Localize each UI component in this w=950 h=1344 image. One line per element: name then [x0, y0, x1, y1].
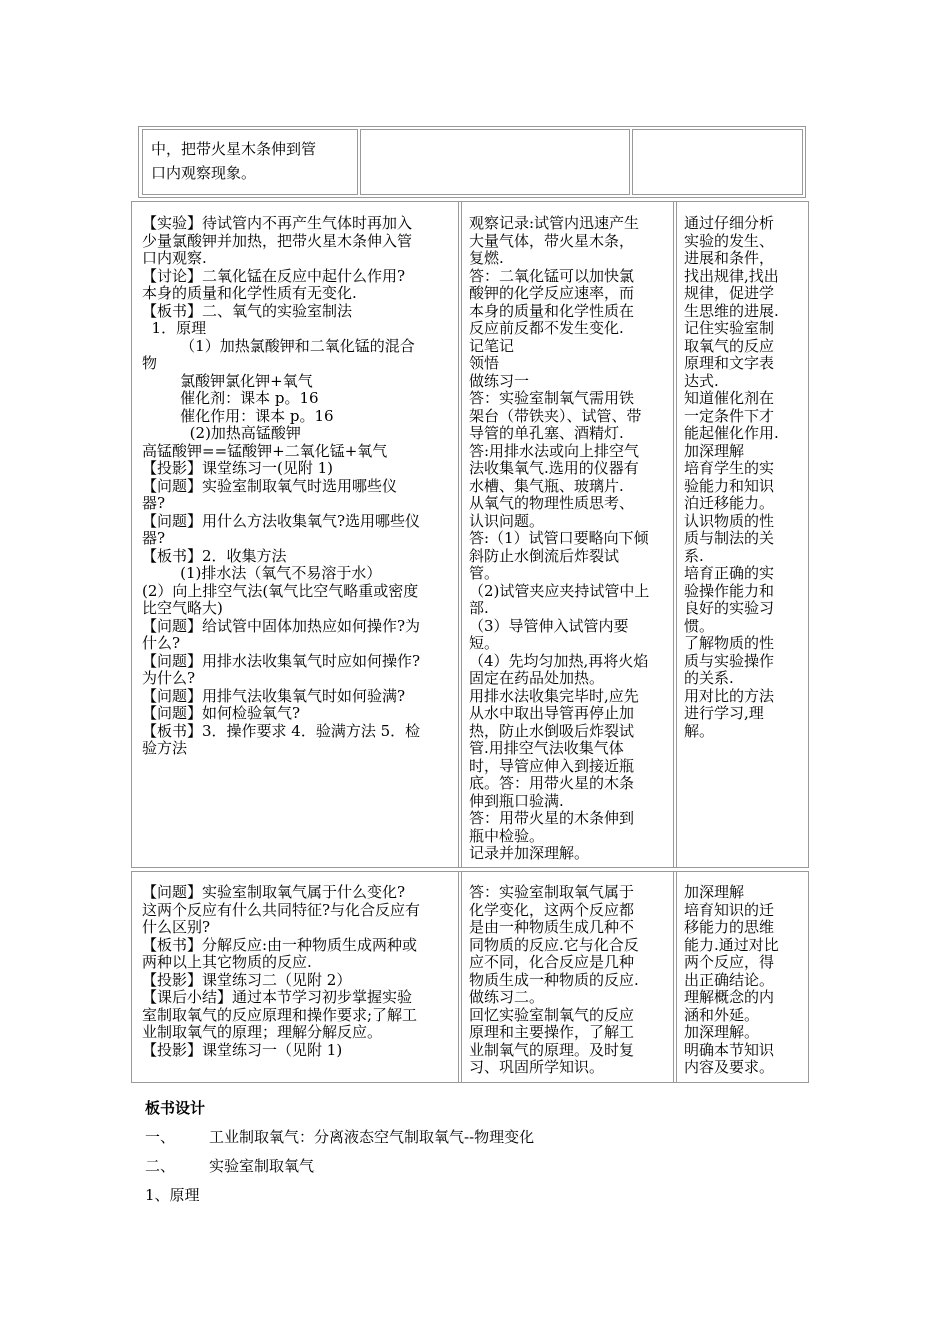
text-line: 管.用排空气法收集气体 [469, 739, 624, 757]
text-line: 良好的实验习 [684, 599, 775, 617]
text-line: 业制氧气的原理。及时复 [469, 1040, 635, 1059]
text-line: 两个反应，得 [684, 953, 775, 971]
text-line: 通过仔细分析 [684, 214, 775, 232]
text-line: 解。 [684, 721, 715, 740]
text-line: 一定条件下才 [684, 406, 775, 425]
text-line: 本身的质量和化学性质有无变化. [142, 284, 357, 302]
text-line: 法收集氧气.选用的仪器有 [469, 459, 639, 477]
text-line: 同物质的反应.它与化合反 [469, 935, 639, 954]
student-activity-column [469, 215, 649, 863]
text-line: 答：用带火星的木条伸到 [469, 809, 635, 827]
text-line: 实验的发生、 [684, 231, 775, 250]
text-line: 培育学生的实 [684, 459, 775, 477]
text-line: 惯。 [684, 616, 715, 635]
text-line: 【投影】课堂练习二（见附 2） [142, 970, 352, 989]
outline-number: 二、 [145, 1157, 176, 1175]
text-line: 少量氯酸钾并加热，把带火星木条伸入管 [142, 231, 413, 250]
text-line: 回忆实验室制氧气的反应 [469, 1005, 635, 1024]
text-line: 找出规律,找出 [684, 266, 779, 285]
text-line: 原理和文字表 [684, 354, 775, 372]
text-line: 领悟 [469, 354, 500, 372]
text-line: 加深理解。 [684, 1023, 760, 1041]
text-line: 什么区别? [142, 918, 211, 936]
text-line: 观察记录:试管内迅速产生 [469, 214, 640, 232]
text-line: 移能力的思维 [684, 918, 775, 936]
text-line: 了解物质的性 [684, 634, 775, 652]
text-line: 应不同，化合反应是几种 [469, 953, 635, 971]
text-line: 达式. [684, 371, 719, 390]
text-line: 化学变化，这两个反应都 [469, 900, 635, 919]
text-line: 出正确结论。 [684, 970, 775, 989]
text-line: 习、巩固所学知识。 [469, 1058, 605, 1076]
text-line: 酸钾的化学反应速率，而 [469, 284, 635, 302]
column-divider [673, 871, 674, 1083]
text-line: 水槽、集气瓶、玻璃片. [469, 476, 624, 495]
text-line: 明确本节知识 [684, 1040, 775, 1059]
text-line: 【问题】用排水法收集氧气时应如何操作? [142, 651, 421, 670]
text-line: 短。 [469, 634, 500, 652]
text-line: 【问题】如何检验氧气? [142, 704, 301, 722]
text-line: 取氧气的反应 [684, 336, 775, 355]
text-line: 进展和条件， [684, 249, 775, 267]
text-line: 瓶中检验。 [469, 826, 545, 845]
text-line: 用排水法收集完毕时,应先 [469, 686, 639, 705]
text-line: 口内观察. [142, 249, 207, 267]
design-intent-column [684, 884, 779, 1077]
text-line: 答:用排水法或向上排空气 [469, 441, 640, 460]
text-line: 系. [684, 546, 704, 565]
text-line: 的关系. [684, 669, 734, 687]
text-line: 答：实验室制氧气需用铁 [469, 389, 635, 407]
text-line: 底。答：用带火星的木条 [469, 774, 635, 792]
text-line: 【板书】2．收集方法 [142, 546, 287, 565]
text-line: 两种以上其它物质的反应. [142, 953, 312, 971]
text-line: 认识问题。 [469, 511, 545, 530]
text-line: 室制取氧气的反应原理和操作要求;了解工 [142, 1005, 418, 1024]
top-table-cell-2 [360, 129, 630, 195]
text-line: 规律，促进学 [684, 284, 775, 302]
text-line: 复燃. [469, 249, 504, 267]
column-divider [676, 201, 677, 868]
text-line: 物质生成一种物质的反应. [469, 970, 639, 989]
text-line: 热，防止水倒吸后炸裂试 [469, 721, 635, 740]
text-line: (2)加热高锰酸钾 [142, 424, 301, 442]
column-divider [461, 201, 462, 868]
text-line: 能力.通过对比 [684, 935, 779, 954]
text-line: 做练习一 [469, 371, 530, 390]
column-divider [676, 871, 677, 1083]
text-line: 催化剂：课本 p。16 [142, 389, 319, 407]
text-line: 从水中取出导管再停止加 [469, 704, 635, 722]
outline-text: 工业制取氧气：分离液态空气制取氧气--物理变化 [209, 1128, 535, 1146]
text-line: 【课后小结】通过本节学习初步掌握实验 [142, 988, 413, 1006]
text-line: 记录并加深理解。 [469, 844, 590, 862]
text-line: 口内观察现象。 [151, 164, 257, 182]
text-line: 是由一种物质生成几种不 [469, 918, 635, 936]
text-line: 什么? [142, 634, 181, 652]
text-line: 涵和外延。 [684, 1005, 760, 1024]
student-activity-column [469, 884, 639, 1077]
text-line: 导管的单孔塞、酒精灯. [469, 424, 624, 442]
text-line: 为什么? [142, 669, 196, 687]
text-line: 生思维的进展. [684, 301, 779, 320]
text-line: 培育正确的实 [684, 564, 775, 582]
column-divider [458, 201, 459, 868]
text-line: 做练习二。 [469, 988, 545, 1006]
text-line: 答：二氧化锰可以加快氯 [469, 266, 635, 285]
text-line: 大量气体，带火星木条， [469, 231, 635, 250]
text-line: （4）先均匀加热,再将火焰 [469, 651, 649, 670]
column-divider [461, 871, 462, 1083]
text-line: 【板书】3．操作要求 4．验满方法 5．检 [142, 721, 421, 740]
text-line: 【问题】实验室制取氧气时选用哪些仪 [142, 476, 398, 495]
text-line: 验操作能力和 [684, 581, 775, 600]
text-line: 【板书】二、氧气的实验室制法 [142, 301, 353, 320]
text-line: 【实验】待试管内不再产生气体时再加入 [142, 214, 413, 232]
text-line: 【问题】给试管中固体加热应如何操作?为 [142, 616, 421, 635]
text-line: 架台（带铁夹）、试管、带 [469, 406, 642, 425]
teacher-activity-column [142, 215, 420, 758]
text-line: 泊迁移能力。 [684, 494, 775, 512]
text-line: 比空气略大) [142, 599, 223, 617]
text-line: 【板书】分解反应:由一种物质生成两种或 [142, 935, 418, 954]
text-line: 物 [142, 354, 158, 372]
text-line: 【讨论】二氧化锰在反应中起什么作用? [142, 266, 406, 285]
text-line: （3）导管伸入试管内要 [469, 616, 629, 635]
text-line: 培育知识的迁 [684, 900, 775, 919]
text-line: 记笔记 [469, 336, 515, 355]
text-line: 验能力和知识 [684, 476, 775, 495]
top-table-col1 [151, 137, 316, 185]
text-line: 加深理解 [684, 441, 745, 460]
text-line: 中，把带火星木条伸到管 [151, 140, 317, 158]
text-line: (1)排水法（氧气不易溶于水） [142, 564, 382, 582]
teacher-activity-column [142, 884, 420, 1059]
column-divider [458, 871, 459, 1083]
text-line: 答:（1）试管口要略向下倾 [469, 529, 649, 547]
text-line: 答：实验室制取氧气属于 [469, 883, 635, 901]
text-line: 【投影】课堂练习一(见附 1) [142, 459, 334, 477]
text-line: 斜防止水倒流后炸裂试 [469, 546, 620, 565]
text-line: 催化作用：课本 p。16 [142, 406, 334, 425]
text-line: 管。 [469, 564, 500, 582]
text-line: 质与制法的关 [684, 529, 775, 547]
text-line: 原理和主要操作，了解工 [469, 1023, 635, 1041]
text-line: 加深理解 [684, 883, 745, 901]
design-intent-column [684, 215, 779, 740]
text-line: 1．原理 [142, 319, 207, 337]
text-line: 从氧气的物理性质思考、 [469, 494, 635, 512]
outline-item [145, 1125, 534, 1154]
outline-item [145, 1154, 534, 1183]
text-line: 这两个反应有什么共同特征?与化合反应有 [142, 900, 421, 919]
column-divider [673, 201, 674, 868]
outline-text: 实验室制取氧气 [209, 1157, 315, 1175]
text-line: 知道催化剂在 [684, 389, 775, 407]
text-line: 本身的质量和化学性质在 [469, 301, 635, 320]
text-line: 部. [469, 599, 489, 617]
text-line: 【问题】用什么方法收集氧气?选用哪些仪 [142, 511, 421, 530]
text-line: 【投影】课堂练习一（见附 1) [142, 1040, 343, 1059]
text-line: 内容及要求。 [684, 1058, 775, 1076]
text-line: 器? [142, 494, 166, 512]
text-line: 高锰酸钾==锰酸钾+二氧化锰+氧气 [142, 441, 388, 460]
blackboard-design [145, 1096, 534, 1212]
outline-number: 一、 [145, 1128, 176, 1146]
text-line: 记住实验室制 [684, 319, 775, 337]
text-line: (2）向上排空气法(氧气比空气略重或密度 [142, 581, 419, 600]
text-line: 理解概念的内 [684, 988, 775, 1006]
text-line: 氯酸钾氯化钾+氧气 [142, 371, 313, 390]
text-line: 【问题】用排气法收集氧气时如何验满? [142, 686, 406, 705]
text-line: 进行学习,理 [684, 704, 764, 722]
text-line: 质与实验操作 [684, 651, 775, 670]
text-line: 【问题】实验室制取氧气属于什么变化? [142, 883, 406, 901]
text-line: 能起催化作用. [684, 424, 779, 442]
text-line: 伸到瓶口验满. [469, 791, 564, 810]
text-line: 时，导管应伸入到接近瓶 [469, 756, 635, 775]
text-line: 认识物质的性 [684, 511, 775, 530]
top-table-cell-3 [632, 129, 803, 195]
text-line: 反应前反都不发生变化. [469, 319, 624, 337]
text-line: 用对比的方法 [684, 686, 775, 705]
section-heading: 板书设计 [145, 1099, 206, 1117]
text-line: 器? [142, 529, 166, 547]
text-line: （1）加热氯酸钾和二氧化锰的混合 [142, 336, 415, 355]
text-line: 固定在药品处加热。 [469, 669, 605, 687]
text-line: 验方法 [142, 739, 188, 757]
outline-item: 1、原理 [145, 1186, 200, 1204]
text-line: （2)试管夹应夹持试管中上 [469, 581, 650, 600]
text-line: 业制取氧气的原理；理解分解反应。 [142, 1023, 383, 1041]
